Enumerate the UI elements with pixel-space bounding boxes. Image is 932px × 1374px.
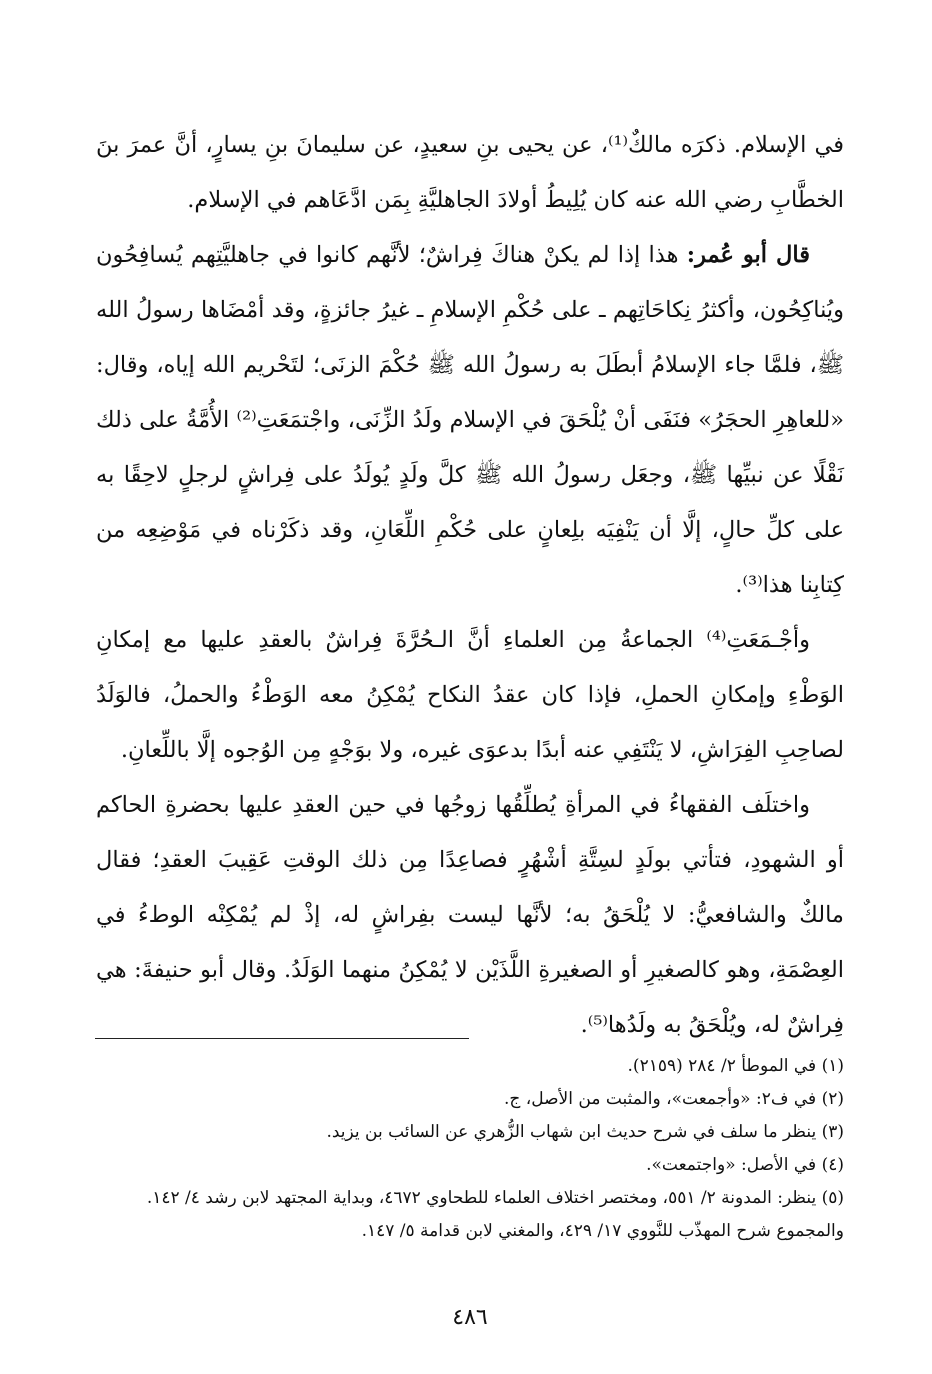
footnote-divider <box>95 1038 469 1039</box>
page-number: ٤٨٦ <box>452 1305 488 1330</box>
paragraph-4-text: واختلَف الفقهاءُ في المرأةِ يُطلِّقُها زوجُها في حين العقدِ عليها بحضرةِ الحاكم أو الشهودِ، فتأتي بولَدٍ لسِتَّةِ أشْهُرٍ فصاعِدًا مِن ذلك الوقتِ عَقِيبَ العقدِ؛ فقال مالكٌ والشافعيُّ: لا يُلْحَقُ به؛ لأنَّها ليست بفِراشٍ له، إذْ لم يُمْكِنْه الوطءُ في العِصْمَةِ، وهو كالصغيرِ أو الصغيرةِ اللَّذَيْن لا يُمْكِنُ منهما الوَلَدُ. وقال أبو حنيفةَ: هي فِراشٌ له، ويُلْحَقُ به ولَدُها⁽⁵⁾. <box>96 792 844 1038</box>
footnote-1: (١) في الموطأ ٢/ ٢٨٤ (٢١٥٩). <box>627 1056 844 1076</box>
paragraph-3 <box>96 613 844 778</box>
footnote-5: (٥) ينظر: المدونة ٢/ ٥٥١، ومختصر اختلاف العلماء للطحاوي ٤٦٧٢، وبداية المجتهد لابن رشد ٤/ ١٤٢. والمجموع شرح المهذّب للنَّووي ١٧/ ٤٢٩، والمغني لابن قدامة ٥/ ١٤٧. <box>146 1188 844 1241</box>
footnote-3: (٣) ينظر ما سلف في شرح حديث ابن شهاب الزُّهري عن السائب بن يزيد. <box>326 1122 844 1142</box>
footnotes <box>96 1050 844 1248</box>
main-text <box>96 118 844 1053</box>
paragraph-1 <box>96 118 844 228</box>
paragraph-1-text: في الإسلام. ذكرَه مالكٌ⁽¹⁾، عن يحيى بنِ سعيدٍ، عن سليمانَ بنِ يسارٍ، أنَّ عمرَ بنَ الخطَّابِ رضي الله عنه كان يُلِيطُ أولادَ الجاهليَّةِ بِمَن ادَّعَاهم في الإسلام. <box>96 132 844 213</box>
book-page <box>96 118 844 1358</box>
paragraph-2 <box>96 228 844 613</box>
footnote-4: (٤) في الأصل: «واجتمعت». <box>646 1155 844 1175</box>
paragraph-2-lead: قال أبو عُمر: <box>686 242 810 268</box>
paragraph-4 <box>96 778 844 1053</box>
footnote-2: (٢) في ف٢: «وأجمعت»، والمثبت من الأصل، ج. <box>503 1089 844 1109</box>
paragraph-2-text: هذا إذا لم يكنْ هناكَ فِراشٌ؛ لأنَّهم كانوا في جاهليَّتِهم يُسافِحُون ويُناكِحُون، وأكثرُ نِكاحَاتِهم ـ على حُكْمِ الإسلامِ ـ غيرُ جائزةٍ، وقد أمْضَاها رسولُ الله ﷺ، فلمَّا جاء الإسلامُ أبطَلَ به رسولُ الله ﷺ حُكْمَ الزنَى؛ لتَحْريم الله إياه، وقال: «للعاهِرِ الحجَرُ» فنَفَى أنْ يُلْحَقَ في الإسلام ولَدُ الزِّنَى، واجْتمَعَتِ⁽²⁾ الأُمَّةُ على ذلك نَقْلًا عن نبيِّها ﷺ، وجعَل رسولُ الله ﷺ كلَّ ولَدٍ يُولَدُ على فِراشٍ لرجلٍ لاحِقًا به على كلِّ حالٍ، إلَّا أن يَنْفِيَه بلِعانٍ على حُكْمِ اللِّعَانِ، وقد ذكَرْناه في مَوْضِعِه من كِتابِنا هذا⁽³⁾. <box>96 242 845 598</box>
paragraph-3-text: وأجْـمَعَتِ⁽⁴⁾ الجماعةُ مِن العلماءِ أنَّ الـحُرَّةَ فِراشٌ بالعقدِ عليها مع إمكانِ الوَطْءِ وإمكانِ الحملِ، فإذا كان عقدُ النكاح يُمْكِنُ معه الوَطْءُ والحملُ، فالوَلَدُ لصاحِبِ الفِرَاشِ، لا يَنْتَفِي عنه أبدًا بدعوَى غيره، ولا بوَجْهٍ مِن الوُجوه إلَّا باللِّعانِ. <box>96 627 844 763</box>
